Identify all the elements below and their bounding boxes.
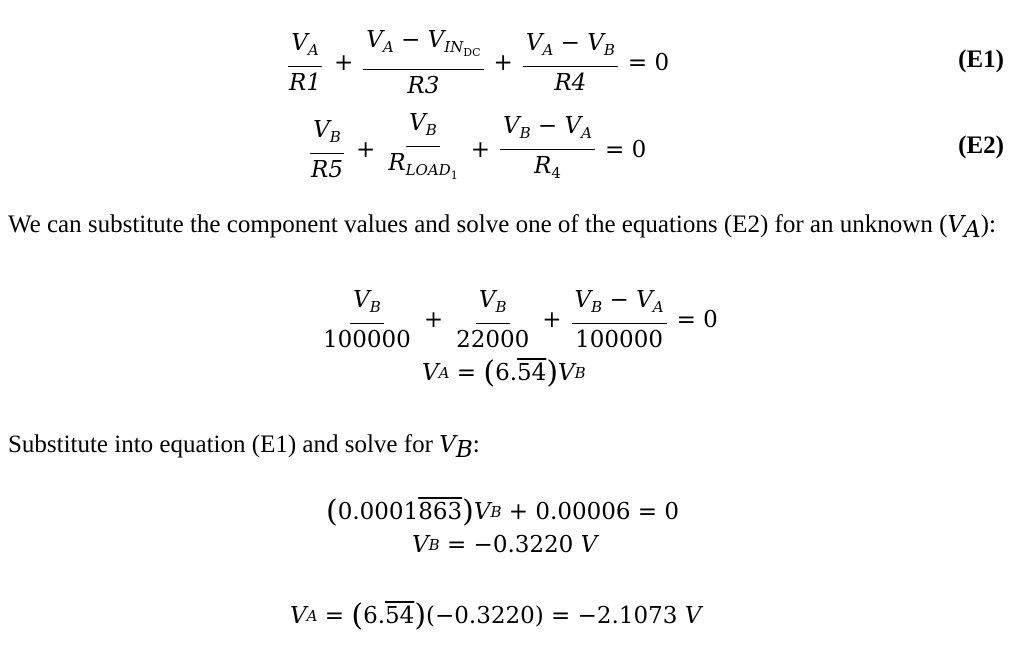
- fraction: $\frac{V_A - V_B}{R4}$: [523, 30, 618, 96]
- equation-tag-e2: (E2): [958, 132, 1004, 159]
- equation-vb-linear: ( 0.0001 863 ) V B + 0.00006 = 0: [326, 494, 680, 529]
- equation-e2: $\frac{V_B}{R5}$ + $\frac{V_B}{R_{LOAD_1}}$ + $\frac{V_B - V_A}{R_4}$ = 0: [304, 110, 652, 189]
- fraction: $\frac{V_A}{R1}$: [289, 30, 321, 96]
- equation-va-ratio: V A = ( 6. 54 ) V B: [422, 355, 586, 390]
- fraction: $\frac{V_A - V_{IN_{DC}}}{R3}$: [363, 27, 483, 99]
- fraction: $\frac{V_B - V_A}{R_4}$: [500, 113, 595, 186]
- equation-e1: $\frac{V_A}{R1}$ + $\frac{V_A - V_{IN_{DC}}}{R3}$ + $\frac{V_A - V_B}{R4}$ = 0: [282, 27, 675, 99]
- fraction: $\frac{V_B}{100000}$: [323, 287, 411, 353]
- equation-tag-e1: (E1): [958, 46, 1004, 73]
- equation-vb-result: V B = −0.3220 V: [412, 532, 598, 558]
- fraction: $\frac{V_B - V_A}{100000}$: [572, 287, 667, 353]
- fraction: $\frac{V_B}{22000}$: [456, 287, 530, 353]
- equation-va-result: V A = ( 6. 54 ) (−0.3220) = −2.1073 V: [290, 598, 702, 633]
- paragraph-solve-vb: Substitute into equation (E1) and solve for $V_B$:: [8, 431, 480, 463]
- fraction: $\frac{V_B}{R5}$: [311, 116, 343, 183]
- paragraph-substitute: We can substitute the component values and solve one of the equations (E2) for an unknown $(V_A)$:: [8, 211, 996, 243]
- fraction: $\frac{V_B}{R_{LOAD_1}}$: [388, 110, 458, 182]
- equation-substituted: $\frac{V_B}{100000}$ + $\frac{V_B}{22000}$ + $\frac{V_B - V_A}{100000}$ = 0: [316, 287, 724, 353]
